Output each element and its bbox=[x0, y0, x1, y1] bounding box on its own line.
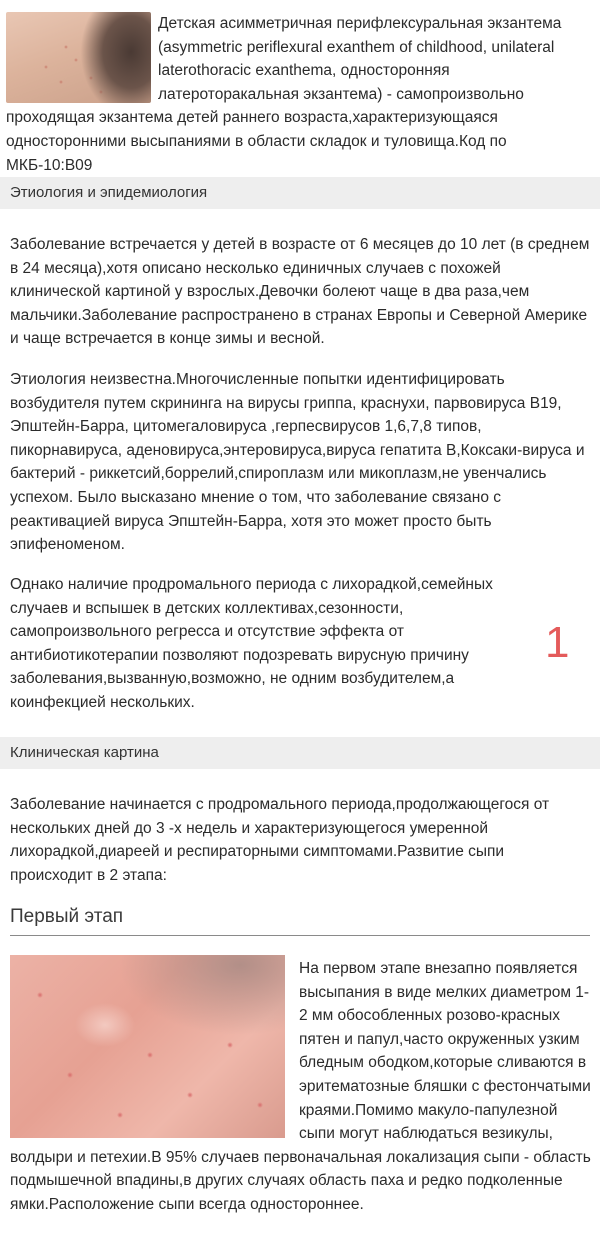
rash-photo-spacer bbox=[10, 957, 299, 1141]
intro-image-spacer bbox=[6, 12, 158, 106]
first-stage-text: На первом этапе внезапно появляется высыпания в виде мелких диаметром 1-2 мм обособленных розово-красных пятен и папул,часто окруженных узким бледным ободком,которые сливаются в эритематозные бляшки с фестончатыми краями.Помимо макуло-папулезной сыпи могут наблюдаться везикулы, волдыри и петехии.В 95% случаев первоначальная локализация сыпи - область подмышечной впадины,в других случаях область паха и редко подколенные ямки.Расположение сыпи всегда одностороннее. bbox=[10, 960, 591, 1213]
section-header-etiology bbox=[0, 177, 600, 209]
subheading-first-stage: Первый этап bbox=[10, 906, 124, 927]
page-number-marker: 1 bbox=[545, 618, 570, 667]
intro-paragraph bbox=[6, 12, 594, 177]
section-header-clinical bbox=[0, 737, 600, 769]
intro-text: Детская асимметричная перифлексуральная экзантема (asymmetric periflexural exanthem of childhood, unilateral laterothoracic exanthema, односторонняя латероторакальная экзантема) - самопроизвольно проходящая экзантема детей раннего возраста,характеризующаяся односторонними высыпаниями в области складок и туловища.Код по МКБ-10:B09 bbox=[6, 15, 562, 174]
etiology-paragraph-2: Этиология неизвестна.Многочисленные попытки идентифицировать возбудителя путем скрининга на вирусы гриппа, краснухи, парвовируса B19, Эпштейн-Барра, цитомегаловируса ,герпесвирусов 1,6,7,8 типов, пикорнавируса, аденовируса,энтеровируса,вируса гепатита B,Коксаки-вируса и бактерий - риккетсий,боррелий,спироплазм или микоплазм,не увенчались успехом. Было высказано мнение о том, что заболевание связано с реактивацией вируса Эпштейн-Барра, хотя это может просто быть эпифеноменом. bbox=[10, 371, 585, 554]
section-title-clinical: Клиническая картина bbox=[10, 744, 159, 761]
first-stage-paragraph bbox=[10, 957, 592, 1217]
section-title-etiology: Этиология и эпидемиология bbox=[10, 184, 208, 201]
clinical-paragraph-1: Заболевание начинается с продромального периода,продолжающегося от нескольких дней до 3 -х недель и характеризующегося умеренной лихорадкой,диареей и респираторными симптомами.Развитие сыпи происходит в 2 этапа: bbox=[10, 796, 550, 884]
etiology-paragraph-3: Однако наличие продромального периода с лихорадкой,семейных случаев и вспышек в детских коллективах,сезонности, самопроизвольного регресса и отсутствие эффекта от антибиотикотерапии позволяют подозревать вирусную причину заболевания,вызванную,возможно, не одним возбудителем,а коинфекцией нескольких. bbox=[10, 576, 493, 711]
etiology-paragraph-1: Заболевание встречается у детей в возрасте от 6 месяцев до 10 лет (в среднем в 24 месяца),хотя описано несколько единичных случаев с похожей клинической картиной у взрослых.Девочки болеют чаще в два раза,чем мальчики.Заболевание распространено в странах Европы и Северной Америке и чаще встречается в конце зимы и весной. bbox=[10, 236, 590, 348]
subheading-divider bbox=[10, 935, 590, 936]
